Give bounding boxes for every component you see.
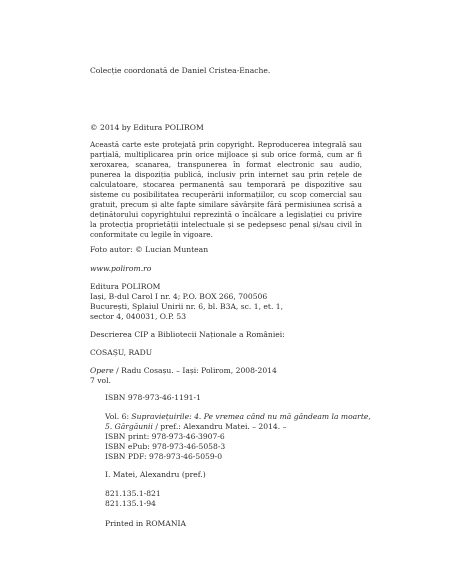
volume-title-1: Supraviețuirile: 4. Pe vremea când nu mă gândeam la moarte, [131,412,371,421]
cip-work [90,366,277,376]
volume-title-2: 5. Gărgăunii [105,422,153,431]
publisher-name: Editura POLIROM [90,282,161,291]
cip-author: COSAȘU, RADU [90,348,153,357]
classification-1: 821.135.1-821 [105,489,161,498]
printed-in: Printed in ROMANIA [105,519,186,528]
volume-line-2 [105,422,286,432]
volume-prefix: Vol. 6: [105,412,132,421]
cip-volumes: 7 vol. [90,376,111,385]
volume-details: / pref.: Alexandru Matei. – 2014. – [152,422,287,431]
classification-2: 821.135.1-94 [105,499,156,508]
contributor: I. Matei, Alexandru (pref.) [105,470,206,479]
work-title: Opere [90,366,114,375]
isbn-epub: ISBN ePub: 978-973-46-5058-3 [105,442,226,451]
publisher-address-2: București, Splaiul Unirii nr. 6, bl. B3A, sc. 1, et. 1, [90,302,284,311]
legal-notice: Această carte este protejată prin copyright. Reproducerea integrală sau parțială, multiplicarea prin orice mijloace și sub orice formă, cum ar fi xeroxarea, scanarea, transpunerea în format electronic sau audio, punerea la dispoziția publică, inclusiv prin internet sau prin rețele de calculatoare, stocarea permanentă sau temporară pe dispozitive sau sisteme cu posibilitatea recuperării informațiilor, cu scop comercial sau gratuit, precum și alte fapte similare săvârșite fără permisiunea scrisă a deținătorului copyrightului reprezintă o încălcare a legislației cu privire la protecția proprietății intelectuale și se pedepsesc penal și/sau civil în conformitate cu legile în vigoare. [90,140,362,239]
publisher-address-1: Iași, B-dul Carol I nr. 4; P.O. BOX 266, 700506 [90,292,268,301]
isbn-print: ISBN print: 978-973-46-3907-6 [105,432,225,441]
cip-heading: Descrierea CIP a Bibliotecii Naționale a României: [90,330,285,339]
volume-line-1 [105,412,371,422]
photo-credit: Foto autor: © Lucian Muntean [90,245,209,254]
website-link[interactable]: www.polirom.ro [90,264,152,273]
isbn-main: ISBN 978-973-46-1191-1 [105,393,201,402]
publisher-address-3: sector 4, 040031, O.P. 53 [90,312,187,321]
copyright-line: © 2014 by Editura POLIROM [90,123,204,132]
work-details: / Radu Cosașu. – Iași: Polirom, 2008-2014 [113,366,277,375]
collection-note: Colecție coordonată de Daniel Cristea-Enache. [90,66,271,75]
isbn-pdf: ISBN PDF: 978-973-46-5059-0 [105,452,223,461]
